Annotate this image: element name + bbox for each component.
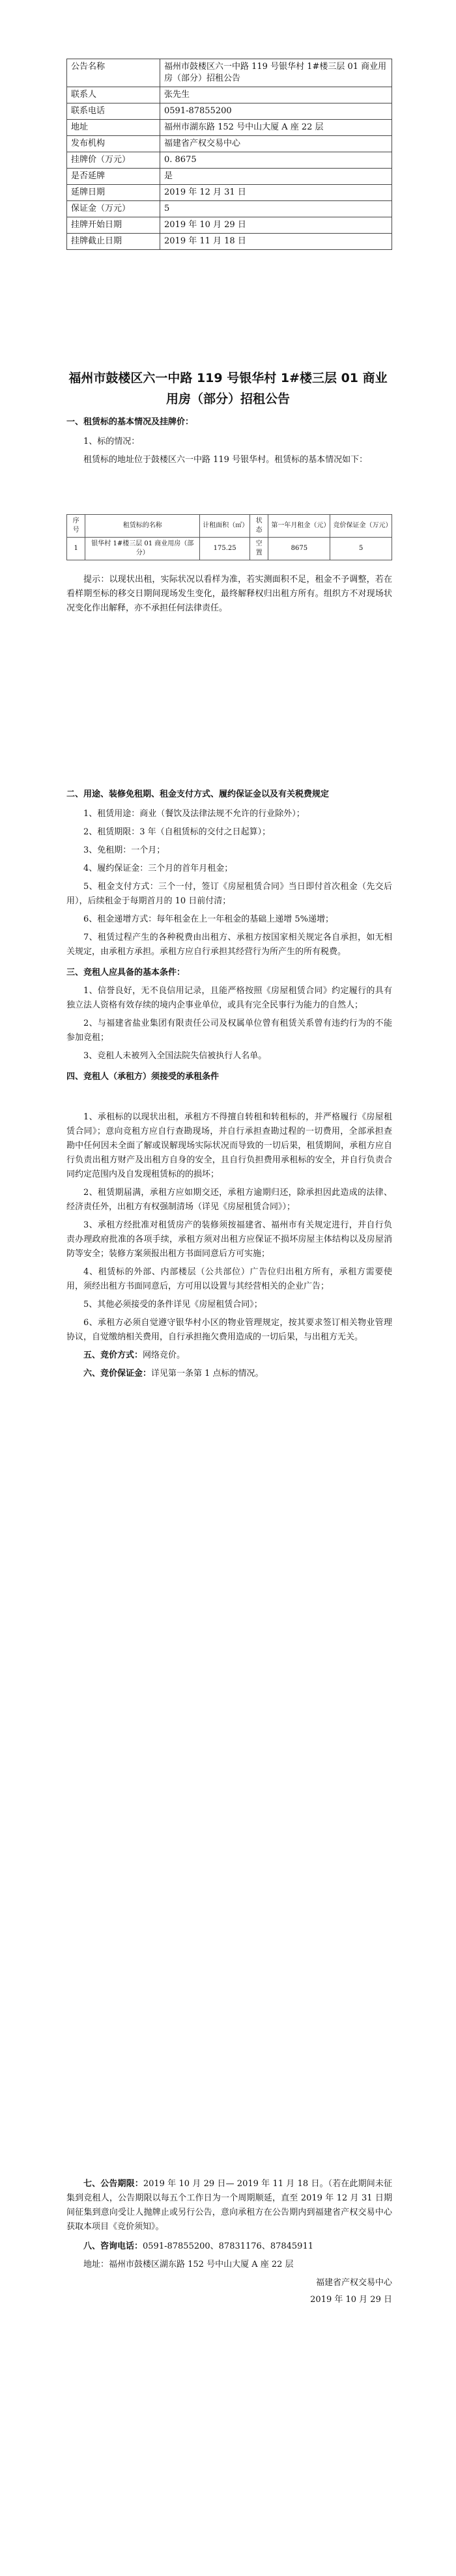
info-value: 张先生 xyxy=(160,87,392,103)
section-7-heading: 七、公告期限： xyxy=(83,2179,143,2189)
section-5-value: 网络竞价。 xyxy=(143,1350,186,1360)
section-5 xyxy=(66,1349,392,1363)
info-value: 福建省产权交易中心 xyxy=(160,136,392,152)
section-4-item: 5、其他必须接受的条件详见《房屋租赁合同》； xyxy=(83,1300,263,1309)
info-value: 福州市湖东路 152 号中山大厦 A 座 22 层 xyxy=(160,120,392,136)
info-label: 保证金（万元） xyxy=(67,201,160,217)
info-label: 发布机构 xyxy=(67,136,160,152)
info-value: 0. 8675 xyxy=(160,152,392,169)
property-table-cell: 175.25 xyxy=(200,538,250,560)
section-2-heading: 二、用途、装修免租期、租金支付方式、履约保证金以及有关税费规定 xyxy=(66,789,330,799)
info-label: 公告名称 xyxy=(67,59,160,87)
info-row xyxy=(67,185,392,201)
section-6 xyxy=(66,1367,392,1381)
section-3-item: 3、竞租人未被列入全国法院失信被执行人名单。 xyxy=(83,1051,267,1061)
info-value: 是 xyxy=(160,169,392,185)
info-row xyxy=(67,59,392,87)
section-2-list xyxy=(66,807,392,959)
section-1-paragraph: 租赁标的地址位于鼓楼区六一中路 119 号银华村。租赁标的基本情况如下： xyxy=(83,455,368,465)
section-4-heading: 四、竞租人（承租方）须接受的承租条件 xyxy=(66,1072,220,1082)
info-table-body xyxy=(67,59,392,250)
section-2-item: 5、租金支付方式：三个一付，签订《房屋租赁合同》当日即付首次租金（先交后用），后续租金于每期首月的 10 日前付清； xyxy=(66,882,392,906)
section-1-note: 提示：以现状出租，实际状况以看样为准，若实测面积不足，租金不予调整，若在看样期至标的移交日期间现场发生变化，最终解释权归出租方所有。组织方不对现场状况变化作出解释，亦不承担任何法律责任。 xyxy=(66,575,392,613)
property-table-header-cell: 状态 xyxy=(249,515,268,538)
info-row xyxy=(67,201,392,217)
section-1 xyxy=(66,415,392,471)
info-value: 2019 年 12 月 31 日 xyxy=(160,185,392,201)
property-table-row xyxy=(67,538,392,560)
property-table-header xyxy=(67,515,392,538)
section-2-item: 2、租赁期限：3 年（自租赁标的交付之日起算）； xyxy=(83,827,271,837)
info-label: 挂牌价（万元） xyxy=(67,152,160,169)
info-label: 挂牌截止日期 xyxy=(67,234,160,250)
info-row xyxy=(67,217,392,234)
section-8-phones: 0591-87855200、87831176、87845911 xyxy=(143,2241,313,2251)
info-value: 2019 年 11 月 18 日 xyxy=(160,234,392,250)
section-3-item: 2、与福建省盐业集团有限责任公司及权属单位曾有租赁关系曾有违约行为的不能参加竞租； xyxy=(66,1019,392,1043)
section-2-item: 1、租赁用途：商业（餐饮及法律法规不允许的行业除外）； xyxy=(83,809,305,819)
info-row xyxy=(67,169,392,185)
info-label: 延牌日期 xyxy=(67,185,160,201)
property-table-cell: 银华村 1#楼三层 01 商业用房（部分） xyxy=(85,538,200,560)
property-table-cell: 1 xyxy=(67,538,85,560)
address-line: 地址：福州市鼓楼区湖东路 152 号中山大厦 A 座 22 层 xyxy=(83,2260,294,2269)
info-value: 福州市鼓楼区六一中路 119 号银华村 1#楼三层 01 商业用房（部分）招租公告 xyxy=(160,59,392,87)
info-value: 0591-87855200 xyxy=(160,103,392,120)
property-table xyxy=(66,514,392,560)
info-label: 地址 xyxy=(67,120,160,136)
info-row xyxy=(67,120,392,136)
section-4-item: 4、租赁标的外部、内部楼层（公共部位）广告位归出租方所有，承租方需要使用，须经出租方书面同意后，方可用以设置与其经营相关的企业广告； xyxy=(66,1267,392,1291)
section-1-note-block xyxy=(66,573,392,620)
info-label: 联系人 xyxy=(67,87,160,103)
info-table xyxy=(66,59,392,250)
section-2-item: 6、租金递增方式：每年租金在上一年租金的基础上递增 5%递增； xyxy=(83,914,334,924)
section-2-item: 7、租赁过程产生的各种税费由出租方、承租方按国家相关规定各自承担，如无相关规定，由承租方承担。承租方应自行承担其经营行为所产生的所有税费。 xyxy=(66,933,392,957)
section-7-text: 2019 年 10 月 29 日— 2019 年 11 月 18 日。（若在此期间未征集到竞租人，公告期限以每五个工作日为一个周期顺延，直至 2019 年 12 月 31 日期间征集到意向受让人抛牌止或另行公告，意向承租方在公告期内到福建省产权交易中心获取本项目《竞价须知》。 xyxy=(66,2179,392,2232)
info-label: 是否延牌 xyxy=(67,169,160,185)
section-1-heading: 一、租赁标的基本情况及挂牌价： xyxy=(66,417,194,427)
section-6-value: 详见第一条第 1 点标的情况。 xyxy=(151,1369,264,1378)
section-6-heading: 六、竞价保证金： xyxy=(83,1369,152,1378)
section-2-item: 4、履约保证金：三个月的首年月租金； xyxy=(83,864,233,873)
section-3-heading: 三、竞租人应具备的基本条件： xyxy=(66,968,186,978)
property-table-header-cell: 序号 xyxy=(67,515,85,538)
property-table-cell: 8675 xyxy=(268,538,330,560)
info-row xyxy=(67,136,392,152)
info-label: 联系电话 xyxy=(67,103,160,120)
section-2 xyxy=(66,788,392,1385)
section-8 xyxy=(66,2240,392,2254)
section-4-item: 1、承租标的以现状出租，承租方不得擅自转租和转租标的，并严格履行《房屋租赁合同》；意向竞租方应自行查勘现场，并自行承担查勘过程的一切费用，全部承担查勘中任何因未全面了解或误解现场实际状况而导致的一切后果，租赁期间，承租方应自行负责出租方财产及出租方自身的安全，且自行负担费用承租标的安全，并自行负责合同约定范围内及自发现租赁标的的损坏； xyxy=(66,1112,392,1179)
property-table-header-cell: 第一年月租金（元） xyxy=(268,515,330,538)
info-label: 挂牌开始日期 xyxy=(67,217,160,234)
date-signature: 2019 年 10 月 29 日 xyxy=(310,2295,392,2305)
section-4-item: 2、租赁期届满，承租方应如期交还，承租方逾期归还，除承担因此造成的法律、经济责任外，出租方有权强制清场（详见《房屋租赁合同》）； xyxy=(66,1188,392,1212)
info-row xyxy=(67,234,392,250)
property-table-header-cell: 租赁标的名称 xyxy=(85,515,200,538)
section-4-item: 3、承租方经批准对租赁房产的装修须按福建省、福州市有关规定进行，并自行负责办理政府批准的各项手续，承租方须对出租方应保证不损坏房屋主体结构以及房屋消防等安全；装修方案须报出租方书面同意后方可实施； xyxy=(66,1220,392,1259)
section-4-list xyxy=(66,1110,392,1345)
section-3-item: 1、信誉良好，无不良信用记录，且能严格按照《房屋租赁合同》约定履行的具有独立法人资格有效存续的境内企事业单位，或具有完全民事行为能力的自然人； xyxy=(66,986,392,1010)
info-value: 5 xyxy=(160,201,392,217)
info-row xyxy=(67,87,392,103)
property-table-header-cell: 竞价保证金（万元） xyxy=(330,515,392,538)
page-title: 福州市鼓楼区六一中路 119 号银华村 1#楼三层 01 商业用房（部分）招租公告 xyxy=(68,371,388,406)
info-value: 2019 年 10 月 29 日 xyxy=(160,217,392,234)
info-row xyxy=(67,152,392,169)
section-7-paragraph xyxy=(66,2177,392,2234)
section-1-sub-heading: 1、标的情况： xyxy=(83,437,140,446)
org-signature: 福建省产权交易中心 xyxy=(315,2278,392,2288)
section-7 xyxy=(66,2177,392,2307)
property-table-cell: 5 xyxy=(330,538,392,560)
section-5-heading: 五、竞价方式： xyxy=(83,1350,143,1360)
property-table-header-cell: 计租面积（㎡） xyxy=(200,515,250,538)
section-3-list xyxy=(66,984,392,1063)
section-8-heading: 八、咨询电话： xyxy=(83,2241,143,2251)
info-row xyxy=(67,103,392,120)
section-2-item: 3、免租期：一个月； xyxy=(83,845,165,855)
property-table-cell: 空置 xyxy=(249,538,268,560)
section-4-item: 6、承租方必须自觉遵守银华村小区的物业管理规定，按其要求签订相关物业管理协议，自觉缴纳相关费用，自行承担拖欠费用造成的一切后果，与出租方无关。 xyxy=(66,1318,392,1342)
